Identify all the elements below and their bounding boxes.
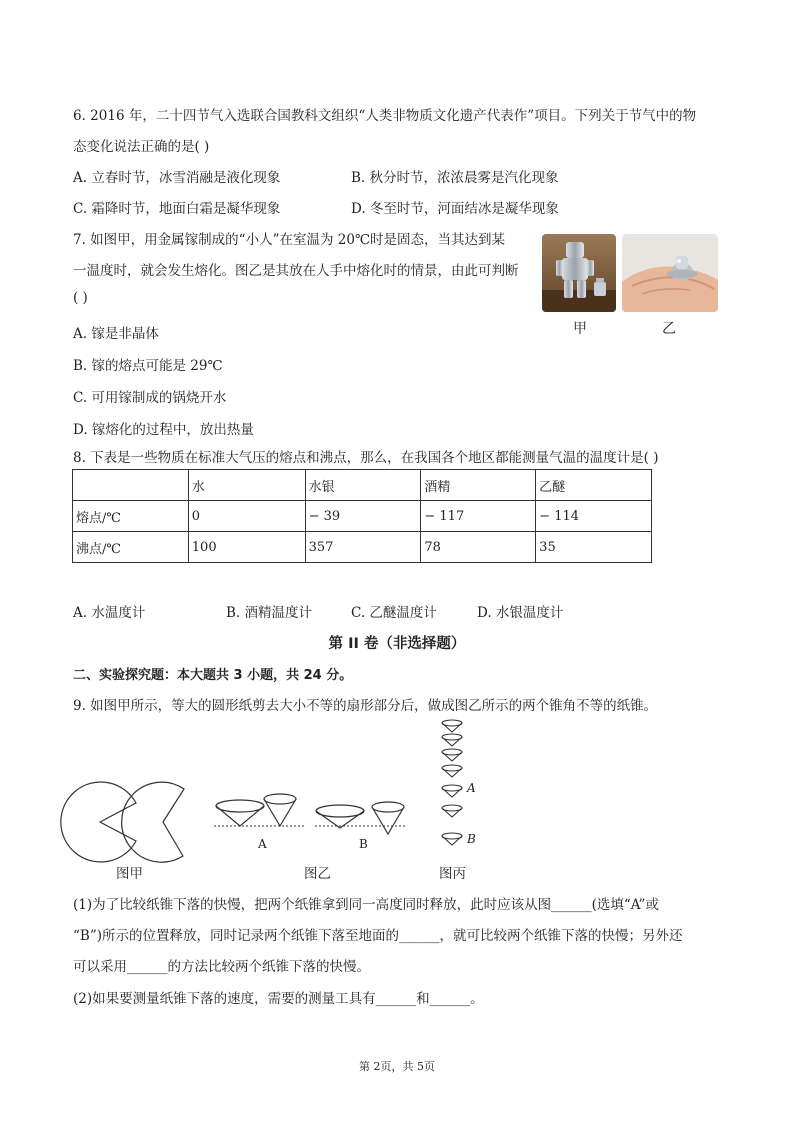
- table-cell: 100: [188, 532, 305, 563]
- label-yi: 乙: [662, 321, 676, 337]
- photo-hand-melting: [622, 234, 718, 312]
- q9-part2: (2)如果要测量纸锥下落的速度，需要的测量工具有______和______。: [73, 991, 484, 1007]
- table-cell: 0: [188, 501, 305, 532]
- q7-option-b: B. 镓的熔点可能是 29℃: [73, 358, 223, 374]
- label-a: A: [258, 837, 267, 851]
- q8-option-b: B. 酒精温度计: [226, 605, 313, 621]
- q8-option-c: C. 乙醚温度计: [351, 605, 437, 621]
- table-cell: − 117: [421, 501, 536, 532]
- table-cell: 78: [421, 532, 536, 563]
- caption-fig-jia: 图甲: [116, 866, 143, 882]
- label-a-strobe: A: [467, 781, 476, 795]
- q8-stem: 8. 下表是一些物质在标准大气压的熔点和沸点，那么，在我国各个地区都能测量气温的温度计是( ): [73, 450, 659, 466]
- cones-stroboscopic: [442, 720, 462, 845]
- table-cell: 水银: [305, 470, 421, 501]
- section-subtitle: 二、实验探究题：本大题共 3 小题，共 24 分。: [73, 668, 353, 683]
- table-cell: 熔点/℃: [73, 501, 189, 532]
- table-cell: 沸点/℃: [73, 532, 189, 563]
- table-header-row: [73, 470, 652, 501]
- q7-option-c: C. 可用镓制成的锅烧开水: [73, 390, 227, 406]
- table-row: [73, 501, 652, 532]
- q6-option-b: B. 秋分时节，浓浓晨雾是汽化现象: [351, 170, 559, 186]
- page-footer: 第 2页，共 5页: [359, 1060, 435, 1073]
- table-cell: [73, 470, 189, 501]
- section-title: 第 II 卷（非选择题）: [328, 636, 466, 652]
- label-b-strobe: B: [467, 832, 476, 846]
- table-cell: 乙醚: [536, 470, 652, 501]
- q7-stem-line1: 7. 如图甲，用金属镓制成的“小人”在室温为 20℃时是固态，当其达到某: [73, 232, 506, 248]
- table-cell: 357: [305, 532, 421, 563]
- label-jia: 甲: [573, 321, 587, 337]
- paper-cone-figures: [60, 715, 500, 883]
- q8-option-a: A. 水温度计: [73, 605, 146, 621]
- cut-circle-small-sector: [61, 782, 136, 862]
- q9-part1-line3: 可以采用______的方法比较两个纸锥下落的快慢。: [73, 959, 370, 975]
- q6-option-d: D. 冬至时节，河面结冰是凝华现象: [351, 201, 559, 217]
- photo-gallium-figure: [542, 234, 616, 312]
- q7-stem-line3: ( ): [73, 290, 88, 306]
- q6-stem-line2: 态变化说法正确的是( ): [73, 139, 210, 155]
- q9-stem: 9. 如图甲所示，等大的圆形纸剪去大小不等的扇形部分后，做成图乙所示的两个锥角不等的纸锥。: [73, 698, 658, 714]
- melting-boiling-table: [72, 469, 652, 563]
- table-cell: − 114: [536, 501, 652, 532]
- table-cell: − 39: [305, 501, 421, 532]
- q7-option-d: D. 镓熔化的过程中，放出热量: [73, 422, 254, 438]
- table-cell: 酒精: [421, 470, 536, 501]
- table-cell: 水: [188, 470, 305, 501]
- q8-option-d: D. 水银温度计: [477, 605, 564, 621]
- caption-fig-bing: 图丙: [439, 866, 466, 882]
- cones-position-b: [315, 802, 406, 834]
- q9-part1-line1: (1)为了比较纸锥下落的快慢，把两个纸锥拿到同一高度同时释放，此时应该从图______(选填“A”或: [73, 897, 659, 913]
- q7-stem-line2: 一温度时，就会发生熔化。图乙是其放在人手中熔化时的情景，由此可判断: [73, 263, 519, 279]
- cut-circle-large-sector: [122, 782, 184, 862]
- table-cell: 35: [536, 532, 652, 563]
- caption-fig-yi: 图乙: [304, 866, 331, 882]
- q9-part1-line2: “B”)所示的位置释放，同时记录两个纸锥下落至地面的______，就可比较两个纸锥下落的快慢；另外还: [73, 928, 683, 944]
- q6-stem-line1: 6. 2016 年，二十四节气入选联合国教科文组织“人类非物质文化遗产代表作”项目。下列关于节气中的物: [73, 108, 697, 124]
- q6-option-a: A. 立春时节，冰雪消融是液化现象: [73, 170, 281, 186]
- cones-position-a: [214, 794, 304, 826]
- label-b: B: [359, 837, 368, 851]
- q6-option-c: C. 霜降时节，地面白霜是凝华现象: [73, 201, 281, 217]
- table-row: [73, 532, 652, 563]
- q7-option-a: A. 镓是非晶体: [73, 326, 159, 342]
